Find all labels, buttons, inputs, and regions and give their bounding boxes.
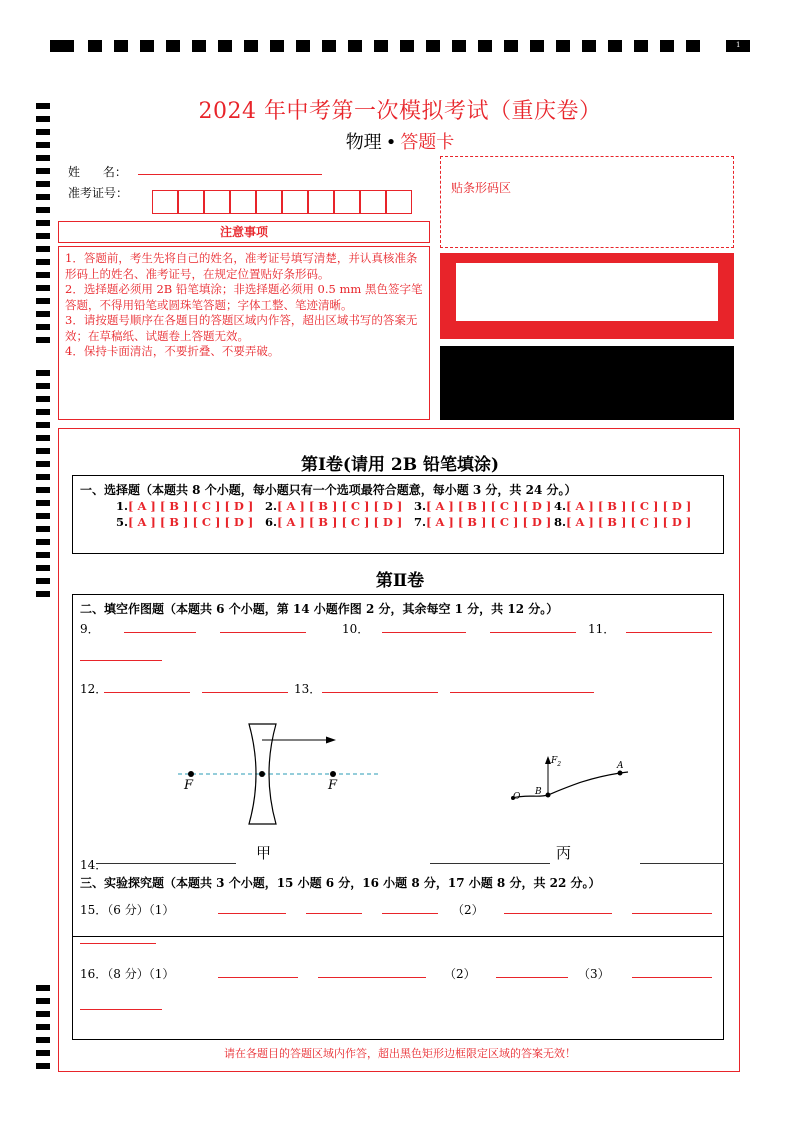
notice-item: 1．答题前，考生先将自己的姓名，准考证号填写清楚，并认真核准条形码上的姓名、准考证号，在规定位置贴好条形码。 — [65, 251, 418, 281]
notice-item: 4．保持卡面清洁，不要折叠、不要弄破。 — [65, 344, 280, 358]
id-digit-box[interactable] — [360, 190, 386, 214]
id-digit-box[interactable] — [178, 190, 204, 214]
choice-q2[interactable] — [265, 499, 402, 513]
curved-lever — [512, 772, 628, 798]
q12-answer-line-2[interactable] — [202, 692, 288, 693]
q14-line-1 — [96, 863, 236, 864]
choice-options[interactable]: [ A ] [ B ] [ C ] [ D ] — [128, 515, 254, 529]
focus-point-right — [330, 771, 336, 777]
name-label: 姓 名： — [68, 165, 127, 179]
q16-label: 16．（8 分）（1） — [80, 967, 175, 981]
barcode-area — [440, 156, 734, 248]
q16-part2-label: （2） — [444, 967, 476, 981]
q10-answer-line-1[interactable] — [382, 632, 466, 633]
name-field[interactable] — [138, 174, 322, 175]
barcode-area-label: 贴条形码区 — [451, 181, 512, 195]
q-number: 2. — [265, 499, 278, 513]
notice-item: 2．选择题必须用 2B 铅笔填涂；非选择题必须用 0.5 mm 黑色签字笔答题，不得用铅笔或圆珠笔答题；字体工整、笔迹清晰。 — [65, 282, 423, 312]
id-digit-box[interactable] — [152, 190, 178, 214]
absent-mark-frame — [440, 253, 734, 339]
choice-options[interactable]: [ A ] [ B ] [ C ] [ D ] — [566, 499, 692, 513]
choice-q7[interactable] — [414, 515, 551, 529]
q12-answer-line-1[interactable] — [104, 692, 190, 693]
choice-options[interactable]: [ A ] [ B ] [ C ] [ D ] — [426, 515, 552, 529]
choice-q4[interactable] — [554, 499, 691, 513]
page-title: 2024 年中考第一次模拟考试（重庆卷） — [198, 99, 602, 124]
force-subscript: 2 — [557, 760, 562, 768]
point-a-label: A — [617, 761, 624, 771]
force-f-text: F — [551, 756, 558, 766]
q-number: 3. — [414, 499, 427, 513]
choice-options[interactable]: [ A ] [ B ] [ C ] [ D ] — [426, 499, 552, 513]
q15-label: 15．（6 分）（1） — [80, 903, 175, 917]
q16-answer-line-4[interactable] — [632, 977, 712, 978]
focus-label-right: F — [328, 778, 338, 793]
q16-answer-line-5[interactable] — [80, 1009, 162, 1010]
q-number: 7. — [414, 515, 427, 529]
q11-label: 11． — [588, 622, 616, 636]
q-number: 4. — [554, 499, 567, 513]
choice-options[interactable]: [ A ] [ B ] [ C ] [ D ] — [277, 499, 403, 513]
page-subtitle — [0, 128, 800, 154]
choice-options[interactable]: [ A ] [ B ] [ C ] [ D ] — [566, 515, 692, 529]
point-a — [618, 771, 623, 776]
q14-line-3 — [640, 863, 724, 864]
choice-q8[interactable] — [554, 515, 691, 529]
q15-answer-line-6[interactable] — [80, 943, 156, 944]
q15-answer-line-2[interactable] — [306, 913, 362, 914]
q15-answer-line-4[interactable] — [504, 913, 612, 914]
point-b — [546, 793, 551, 798]
fill-heading: 二、填空作图题（本题共 6 个小题，第 14 小题作图 2 分，其余每空 1 分，共 12 分。） — [80, 602, 559, 616]
id-digit-box[interactable] — [334, 190, 360, 214]
q10-answer-line-2[interactable] — [490, 632, 576, 633]
q13-answer-line-2[interactable] — [450, 692, 594, 693]
choice-q6[interactable] — [265, 515, 402, 529]
id-digit-box[interactable] — [308, 190, 334, 214]
q9-label: 9． — [80, 622, 100, 636]
footer-warning: 请在各题目的答题区域内作答，超出黑色矩形边框限定区域的答案无效！ — [224, 1047, 576, 1060]
page-number: 1 — [736, 41, 741, 49]
q13-answer-line-1[interactable] — [322, 692, 438, 693]
q15-part2-label: （2） — [452, 903, 484, 917]
id-digit-box[interactable] — [386, 190, 412, 214]
diagram-bing-caption: 丙 — [556, 844, 572, 862]
q-number: 6. — [265, 515, 278, 529]
focus-label-left: F — [184, 778, 194, 793]
q9-answer-line-2[interactable] — [220, 632, 306, 633]
lever-curve-diagram[interactable] — [500, 748, 640, 818]
choice-q1[interactable] — [116, 499, 253, 513]
point-o-label: O — [513, 792, 521, 802]
violation-mark-block — [440, 346, 734, 420]
id-digit-box[interactable] — [204, 190, 230, 214]
q15-answer-line-3[interactable] — [382, 913, 438, 914]
concave-lens-diagram[interactable] — [170, 720, 400, 830]
experiment-heading: 三、实验探究题（本题共 3 个小题，15 小题 6 分，16 小题 8 分，17 小题 8 分，共 22 分。） — [80, 876, 601, 890]
q15-answer-line-1[interactable] — [218, 913, 286, 914]
subtitle-separator: • — [385, 132, 397, 153]
part1-title: 第Ⅰ卷(请用 2B 铅笔填涂) — [300, 455, 500, 475]
q11-answer-line-1[interactable] — [626, 632, 712, 633]
q-number: 5. — [116, 515, 129, 529]
part2-title: 第Ⅱ卷 — [375, 571, 425, 591]
id-digit-box[interactable] — [256, 190, 282, 214]
q9-answer-line-1[interactable] — [124, 632, 196, 633]
force-label — [551, 756, 561, 768]
q-number: 1. — [116, 499, 129, 513]
q12-label: 12． — [80, 682, 108, 696]
id-label: 准考证号： — [68, 186, 129, 200]
choice-q5[interactable] — [116, 515, 253, 529]
optical-center — [259, 771, 265, 777]
q16-answer-line-3[interactable] — [496, 977, 568, 978]
q11-answer-line-2[interactable] — [80, 660, 162, 661]
q16-answer-line-1[interactable] — [218, 977, 298, 978]
q16-answer-line-2[interactable] — [318, 977, 426, 978]
choice-heading: 一、选择题（本题共 8 个小题，每小题只有一个选项最符合题意，每小题 3 分，共 24 分。） — [80, 483, 577, 497]
choice-options[interactable]: [ A ] [ B ] [ C ] [ D ] — [128, 499, 254, 513]
q16-part3-label: （3） — [578, 967, 610, 981]
notice-item: 3．请按题号顺序在各题目的答题区域内作答，超出区域书写的答案无效；在草稿纸、试题卷上答题无效。 — [65, 313, 418, 343]
q15-answer-line-5[interactable] — [632, 913, 712, 914]
id-digit-box[interactable] — [230, 190, 256, 214]
diagram-jia-caption: 甲 — [256, 844, 272, 862]
card-label: 答题卡 — [400, 132, 455, 153]
q13-label: 13． — [294, 682, 322, 696]
notice-title: 注意事项 — [58, 221, 430, 243]
focus-point-left — [188, 771, 194, 777]
subject-label: 物理 — [345, 132, 382, 153]
choice-q3[interactable] — [414, 499, 551, 513]
q14-line-2 — [430, 863, 550, 864]
q15-divider — [72, 936, 724, 937]
notice-body — [58, 246, 430, 420]
q-number: 8. — [554, 515, 567, 529]
point-b-label: B — [535, 787, 542, 797]
q10-label: 10． — [342, 622, 370, 636]
choice-options[interactable]: [ A ] [ B ] [ C ] [ D ] — [277, 515, 403, 529]
q14-label: 14． — [80, 858, 108, 872]
ray-arrow-icon — [326, 737, 336, 744]
id-digit-box[interactable] — [282, 190, 308, 214]
